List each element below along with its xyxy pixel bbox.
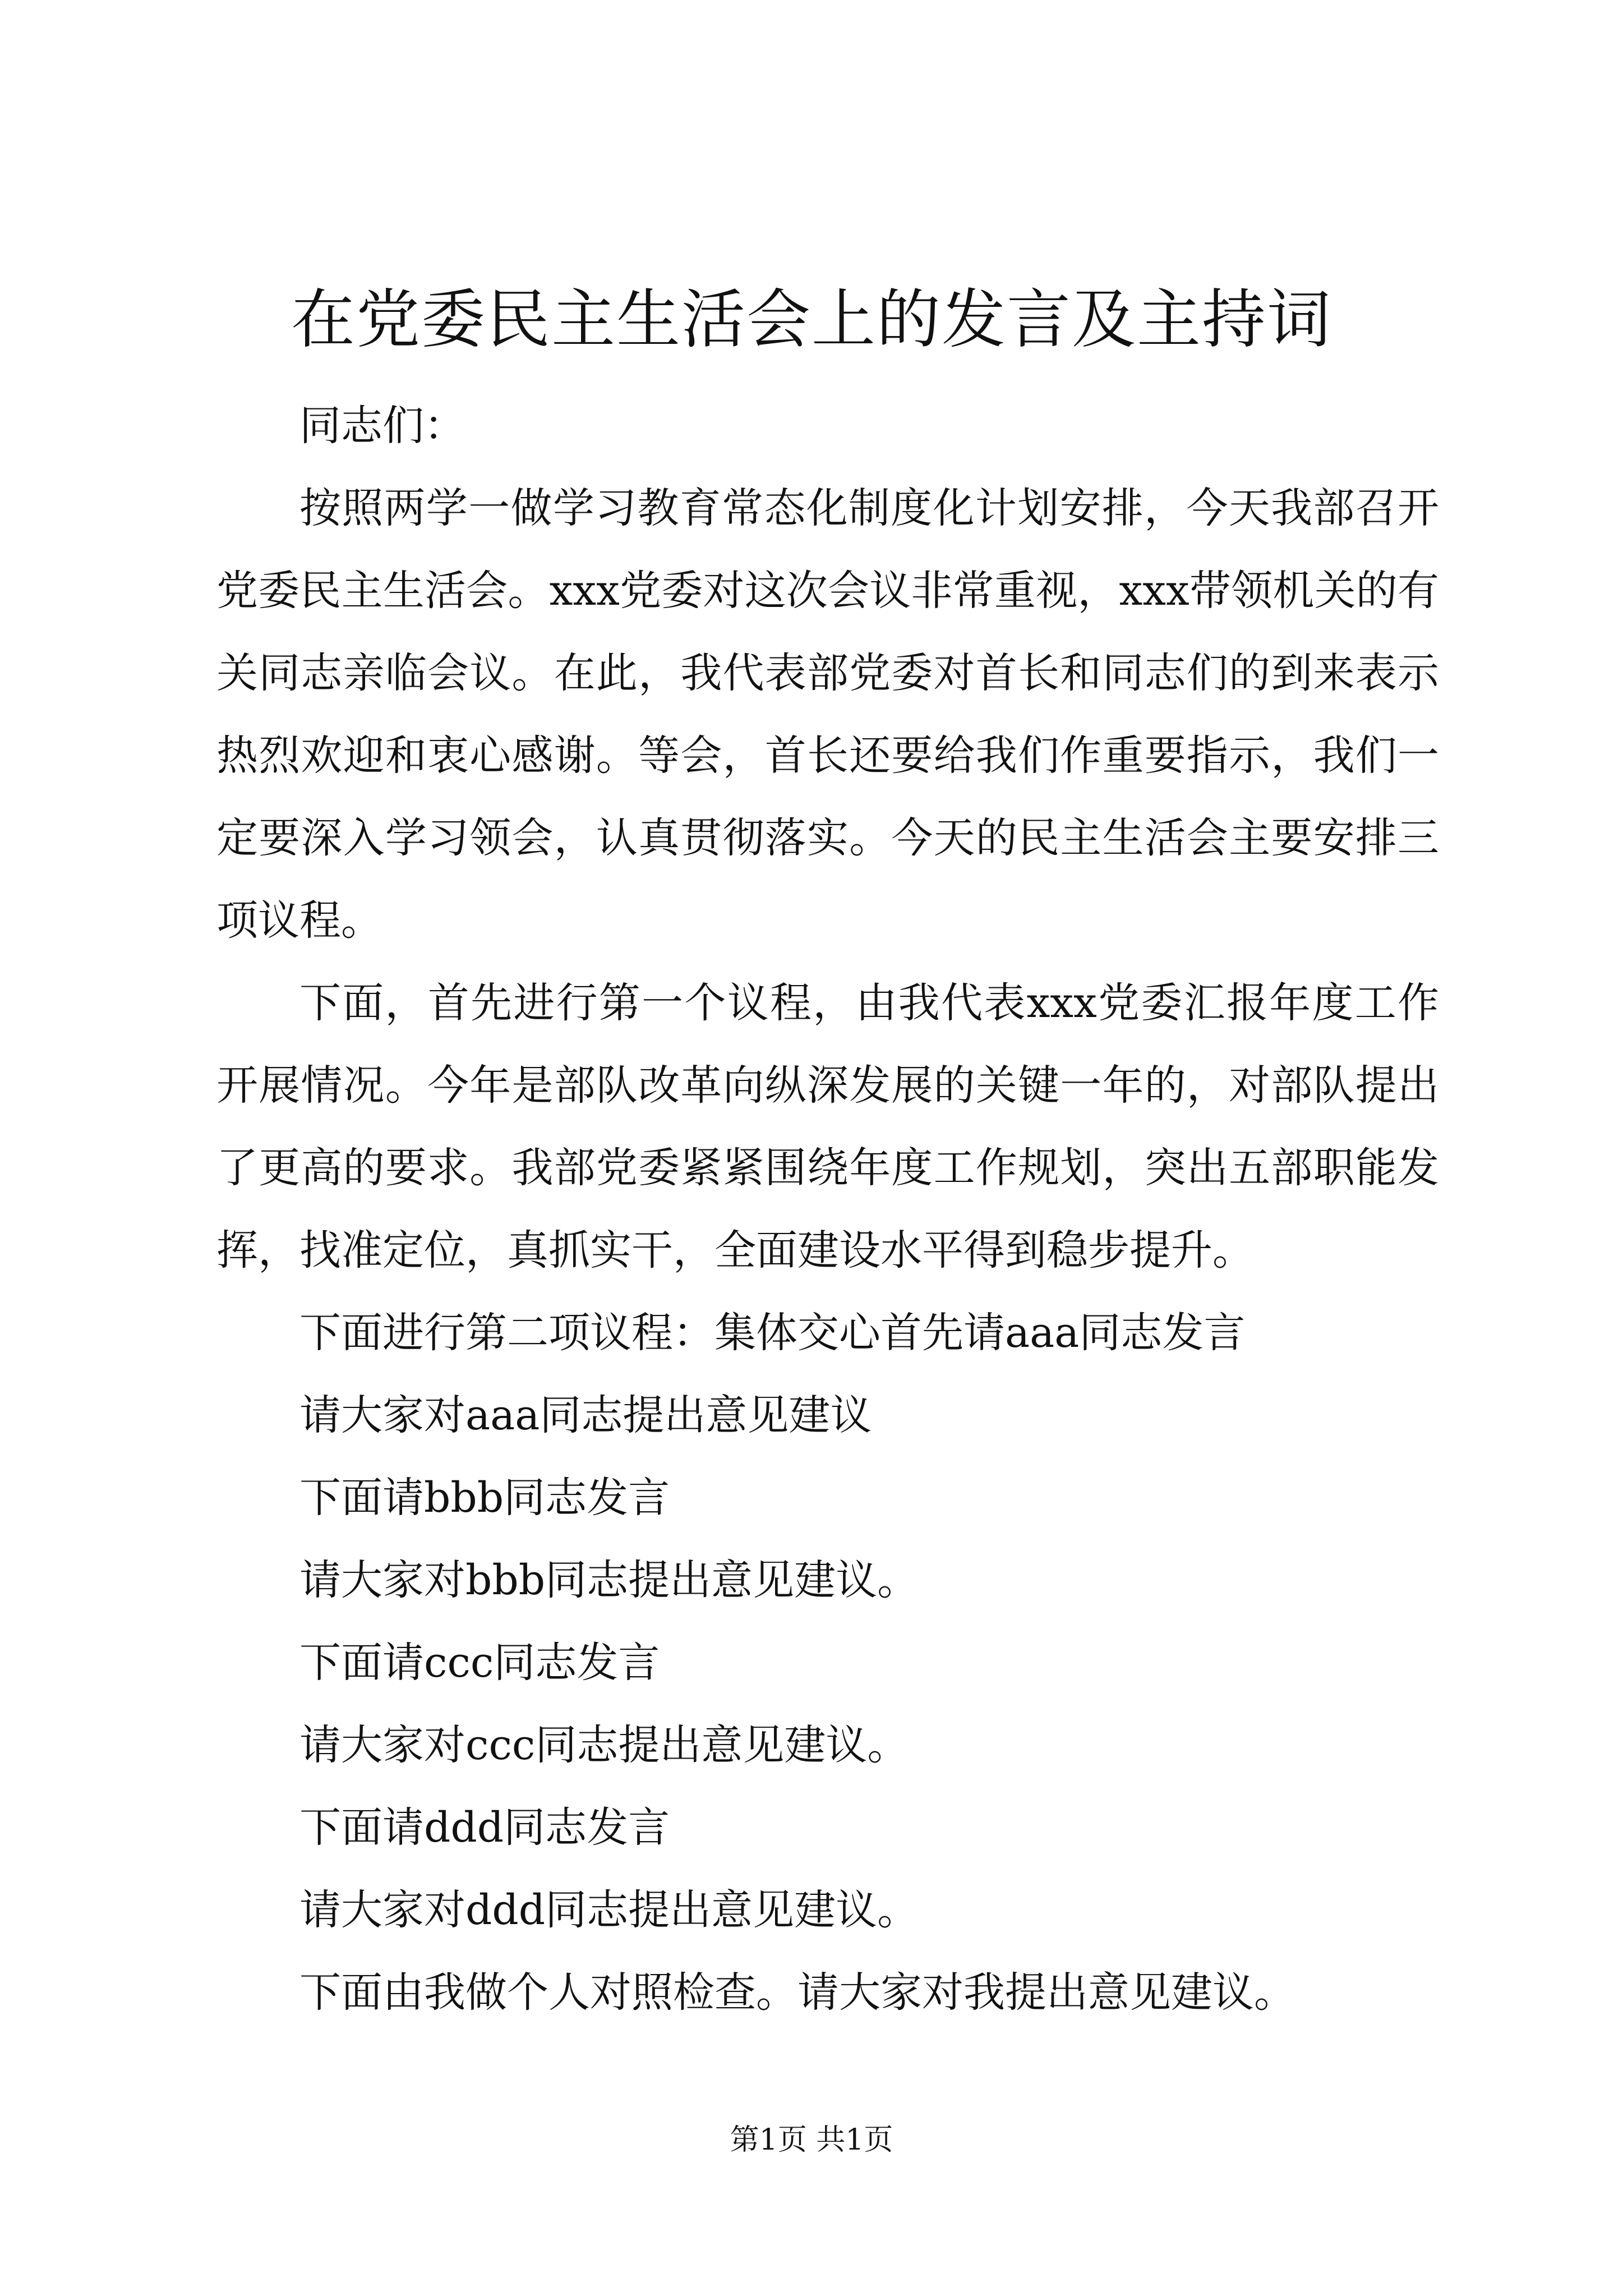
paragraph-salutation: 同志们： [299, 402, 465, 450]
document-body [216, 385, 1439, 2034]
page-footer: 第1页 共1页 [730, 2123, 893, 2157]
paragraph-line: 请大家对ddd同志提出意见建议。 [299, 1886, 919, 1934]
paragraph-line: 下面请ccc同志发言 [299, 1639, 660, 1687]
document-title: 在党委民主生活会上的发言及主持词 [291, 282, 1332, 357]
paragraph-opening: 按照两学一做学习教育常态化制度化计划安排，今天我部召开党委民主生活会。xxx党委对这次会议非常重视，xxx带领机关的有关同志亲临会议。在此，我代表部党委对首长和同志们的到来表示热烈欢迎和衷心感谢。等会，首长还要给我们作重要指示，我们一定要深入学习领会，认真贯彻落实。今天的民主生活会主要安排三项议程。 [216, 484, 1439, 945]
paragraph-line: 下面请bbb同志发言 [299, 1474, 670, 1522]
paragraph-line: 请大家对bbb同志提出意见建议。 [299, 1556, 919, 1604]
paragraph-line: 下面由我做个人对照检查。请大家对我提出意见建议。 [299, 1968, 1295, 2017]
paragraph-line: 请大家对aaa同志提出意见建议 [299, 1391, 872, 1439]
paragraph-line: 下面请ddd同志发言 [299, 1803, 670, 1852]
paragraph-line: 请大家对ccc同志提出意见建议。 [299, 1721, 909, 1769]
paragraph-agenda-two: 下面进行第二项议程：集体交心首先请aaa同志发言 [299, 1309, 1246, 1357]
paragraph-agenda-one: 下面，首先进行第一个议程，由我代表xxx党委汇报年度工作开展情况。今年是部队改革向纵深发展的关键一年的，对部队提出了更高的要求。我部党委紧紧围绕年度工作规划，突出五部职能发挥，找准定位，真抓实干，全面建设水平得到稳步提升。 [216, 979, 1439, 1274]
